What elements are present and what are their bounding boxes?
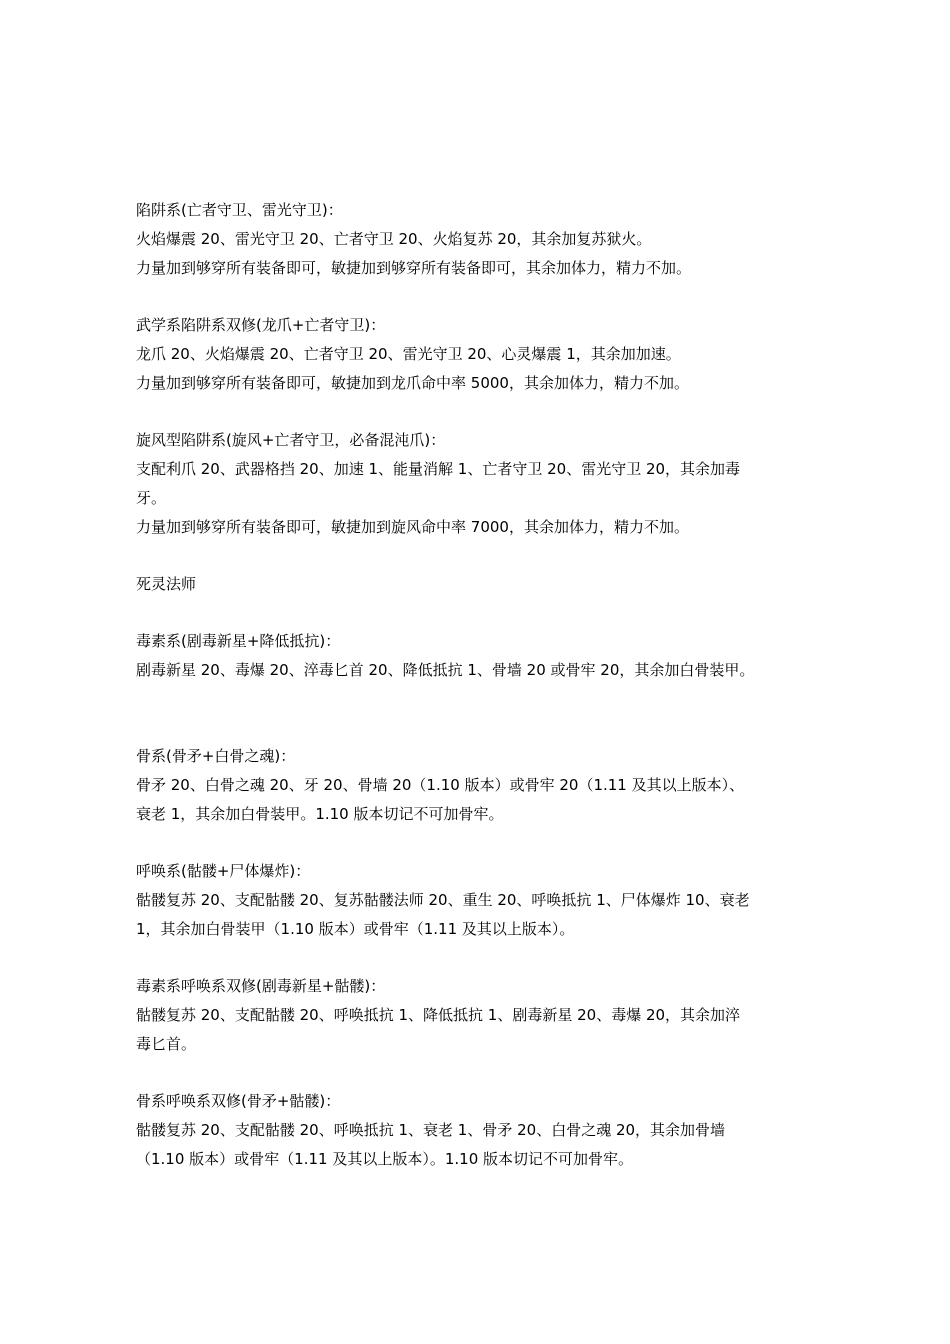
paragraph-line: 力量加到够穿所有装备即可，敏捷加到够穿所有装备即可，其余加体力，精力不加。 [136, 259, 692, 277]
paragraph-line: 力量加到够穿所有装备即可，敏捷加到龙爪命中率 5000，其余加体力，精力不加。 [136, 374, 689, 392]
paragraph-line: 1，其余加白骨装甲（1.10 版本）或骨牢（1.11 及其以上版本）。 [136, 920, 575, 938]
section-heading: 陷阱系(亡者守卫、雷光守卫)： [136, 201, 343, 219]
blank-line [136, 542, 816, 570]
section-heading: 毒素系呼唤系双修(剧毒新星+骷髅)： [136, 977, 386, 995]
section-heading: 骨系(骨矛+白骨之魂)： [136, 747, 296, 765]
section-heading: 呼唤系(骷髅+尸体爆炸)： [136, 862, 311, 880]
paragraph-line: 骷髅复苏 20、支配骷髅 20、呼唤抵抗 1、衰老 1、骨矛 20、白骨之魂 20，其余加骨墙 [136, 1121, 726, 1139]
paragraph-line: 力量加到够穿所有装备即可，敏捷加到旋风命中率 7000，其余加体力，精力不加。 [136, 518, 689, 536]
paragraph-line: 剧毒新星 20、毒爆 20、淬毒匕首 20、降低抵抗 1、骨墙 20 或骨牢 20，其余加白骨装甲。 [136, 661, 755, 679]
paragraph-line: 毒匕首。 [136, 1035, 197, 1053]
document-page [136, 196, 816, 1174]
paragraph-line: 龙爪 20、火焰爆震 20、亡者守卫 20、雷光守卫 20、心灵爆震 1，其余加加速。 [136, 345, 681, 363]
paragraph-line: 骨矛 20、白骨之魂 20、牙 20、骨墙 20（1.10 版本）或骨牢 20（1.11 及其以上版本）、 [136, 776, 745, 794]
blank-line [136, 283, 816, 311]
paragraph-line: 骷髅复苏 20、支配骷髅 20、复苏骷髅法师 20、重生 20、呼唤抵抗 1、尸体爆炸 10、衰老 [136, 891, 750, 909]
section-heading: 毒素系(剧毒新星+降低抵抗)： [136, 632, 341, 650]
section-heading: 骨系呼唤系双修(骨矛+骷髅)： [136, 1092, 341, 1110]
paragraph-line: 支配利爪 20、武器格挡 20、加速 1、能量消解 1、亡者守卫 20、雷光守卫 20，其余加毒 [136, 460, 741, 478]
blank-line [136, 944, 816, 972]
paragraph-line: （1.10 版本）或骨牢（1.11 及其以上版本）。1.10 版本切记不可加骨牢。 [136, 1150, 634, 1168]
blank-line [136, 398, 816, 426]
class-title: 死灵法师 [136, 575, 197, 593]
paragraph-line: 火焰爆震 20、雷光守卫 20、亡者守卫 20、火焰复苏 20，其余加复苏狱火。 [136, 230, 652, 248]
paragraph-line: 牙。 [136, 489, 167, 507]
blank-line [136, 599, 816, 627]
paragraph-line: 骷髅复苏 20、支配骷髅 20、呼唤抵抗 1、降低抵抗 1、剧毒新星 20、毒爆 20，其余加淬 [136, 1006, 741, 1024]
blank-line [136, 1059, 816, 1087]
section-heading: 旋风型陷阱系(旋风+亡者守卫，必备混沌爪)： [136, 431, 446, 449]
blank-line [136, 829, 816, 857]
blank-line [136, 685, 816, 742]
section-heading: 武学系陷阱系双修(龙爪+亡者守卫)： [136, 316, 386, 334]
paragraph-line: 衰老 1，其余加白骨装甲。1.10 版本切记不可加骨牢。 [136, 805, 504, 823]
